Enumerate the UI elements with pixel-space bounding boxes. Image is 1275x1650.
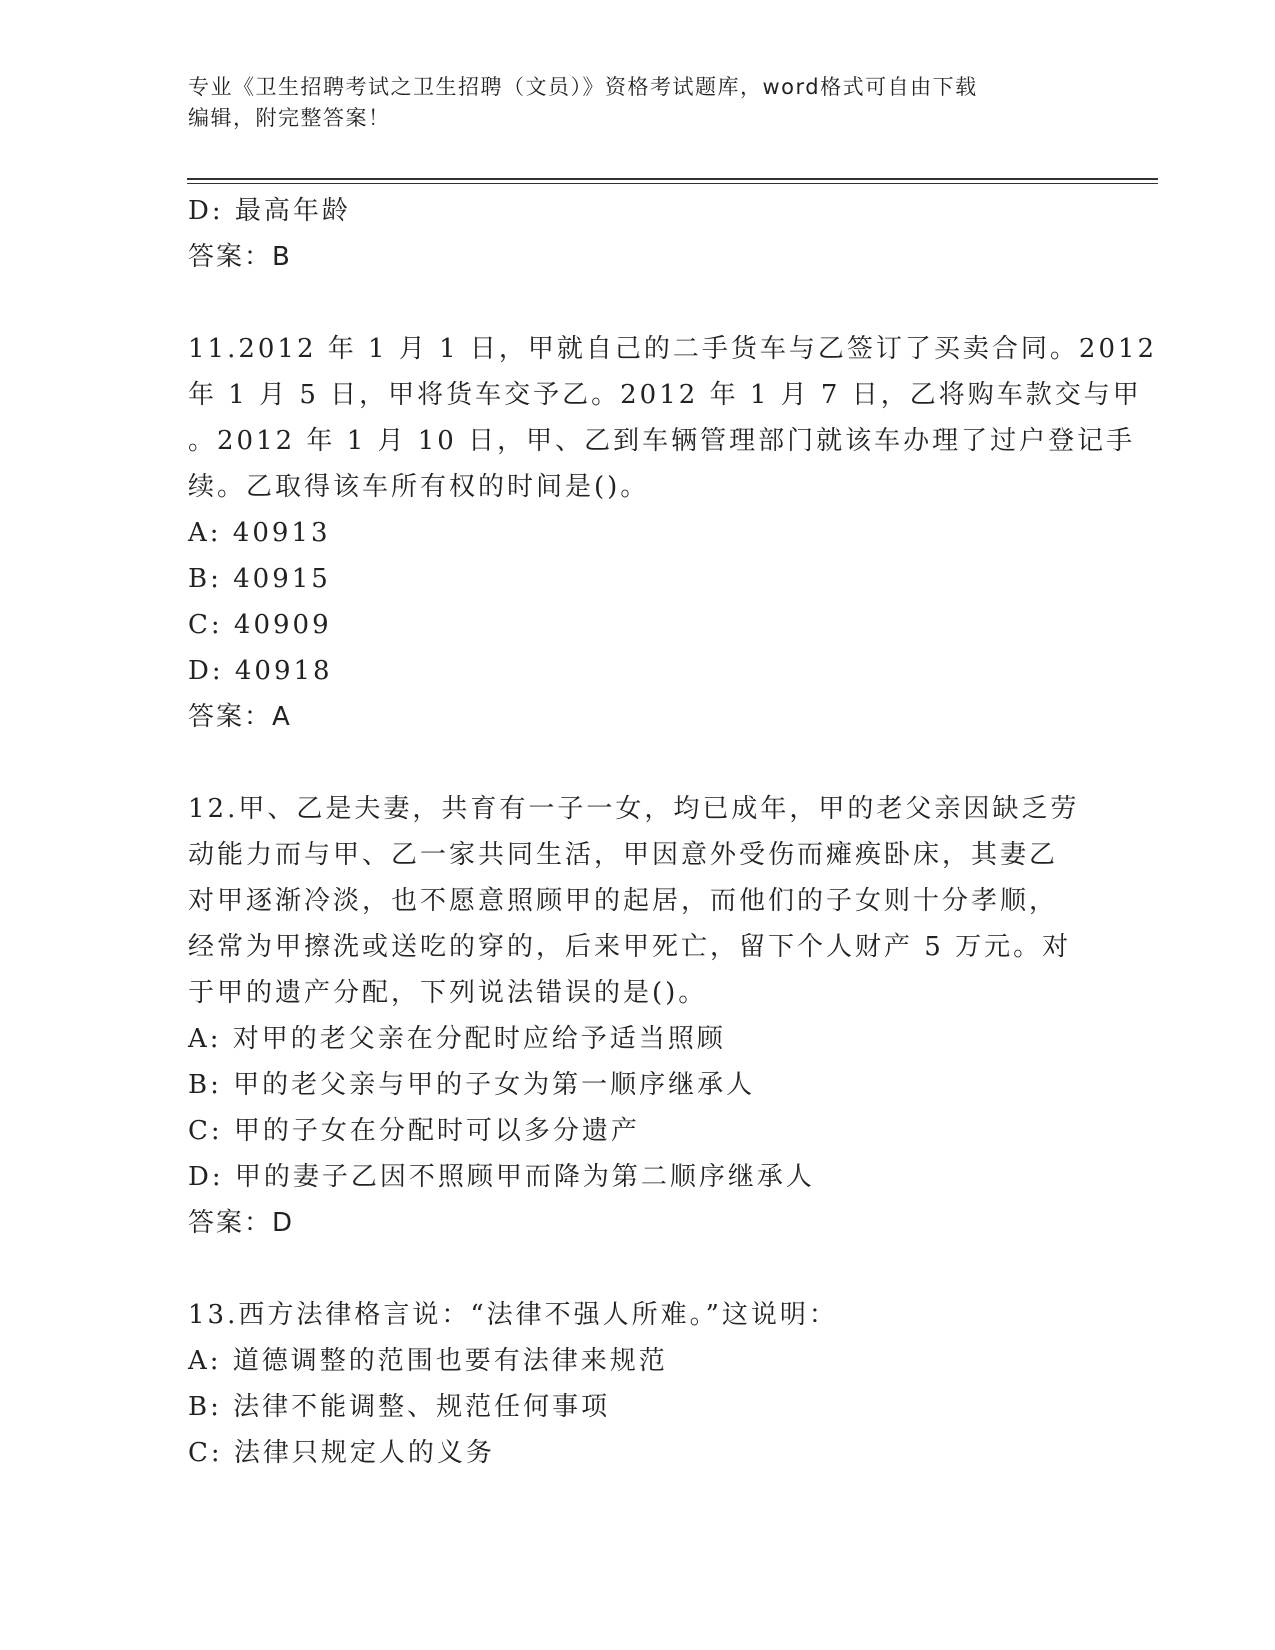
question-11-line: 。2012 年 1 月 10 日，甲、乙到车辆管理部门就该车办理了过户登记手 bbox=[188, 426, 1136, 456]
question-11-option-a: A: 40913 bbox=[188, 518, 331, 548]
spacer bbox=[188, 280, 1088, 326]
question-13-line: 13.西方法律格言说：“法律不强人所难。”这说明： bbox=[188, 1300, 838, 1330]
page-header bbox=[188, 72, 1088, 134]
question-12-option-d: D: 甲的妻子乙因不照顾甲而降为第二顺序继承人 bbox=[188, 1162, 815, 1192]
question-12-line: 经常为甲擦洗或送吃的穿的，后来甲死亡，留下个人财产 5 万元。对 bbox=[188, 932, 1072, 962]
header-line-1: 专业《卫生招聘考试之卫生招聘（文员）》资格考试题库，word格式可自由下载 bbox=[188, 75, 978, 99]
question-13-option-c: C: 法律只规定人的义务 bbox=[188, 1438, 495, 1468]
question-12 bbox=[188, 786, 1088, 1016]
header-rule-thin bbox=[187, 183, 1158, 184]
question-13-option-b: B: 法律不能调整、规范任何事项 bbox=[188, 1392, 611, 1422]
question-12-line: 于甲的遗产分配，下列说法错误的是()。 bbox=[188, 978, 708, 1008]
question-11-line: 续。乙取得该车所有权的时间是()。 bbox=[188, 472, 650, 502]
question-11-option-d: D: 40918 bbox=[188, 656, 333, 686]
question-11-line: 11.2012 年 1 月 1 日，甲就自己的二手货车与乙签订了买卖合同。2012 bbox=[188, 334, 1158, 364]
question-11-option-c: C: 40909 bbox=[188, 610, 332, 640]
question-12-line: 动能力而与甲、乙一家共同生活，甲因意外受伤而瘫痪卧床，其妻乙 bbox=[188, 840, 1059, 870]
question-12-option-a: A: 对甲的老父亲在分配时应给予适当照顾 bbox=[188, 1024, 726, 1054]
question-13 bbox=[188, 1292, 1088, 1338]
spacer bbox=[188, 1246, 1088, 1292]
question-12-line: 对甲逐渐冷淡，也不愿意照顾甲的起居，而他们的子女则十分孝顺， bbox=[188, 886, 1059, 916]
question-12-option-c: C: 甲的子女在分配时可以多分遗产 bbox=[188, 1116, 640, 1146]
prev-answer: 答案：B bbox=[188, 242, 292, 272]
question-13-option-a: A: 道德调整的范围也要有法律来规范 bbox=[188, 1346, 668, 1376]
question-content bbox=[188, 188, 1158, 1476]
question-11-line: 年 1 月 5 日，甲将货车交予乙。2012 年 1 月 7 日，乙将购车款交与甲 bbox=[188, 380, 1142, 410]
question-12-answer: 答案：D bbox=[188, 1208, 295, 1238]
question-11-option-b: B: 40915 bbox=[188, 564, 331, 594]
question-11 bbox=[188, 326, 1158, 510]
question-12-line: 12.甲、乙是夫妻，共育有一子一女，均已成年，甲的老父亲因缺乏劳 bbox=[188, 794, 1080, 824]
header-line-2: 编辑，附完整答案！ bbox=[188, 106, 391, 130]
question-12-option-b: B: 甲的老父亲与甲的子女为第一顺序继承人 bbox=[188, 1070, 756, 1100]
question-11-answer: 答案：A bbox=[188, 702, 292, 732]
header-rule-thick bbox=[187, 178, 1158, 180]
prev-option-d: D: 最高年龄 bbox=[188, 196, 351, 226]
spacer bbox=[188, 740, 1088, 786]
